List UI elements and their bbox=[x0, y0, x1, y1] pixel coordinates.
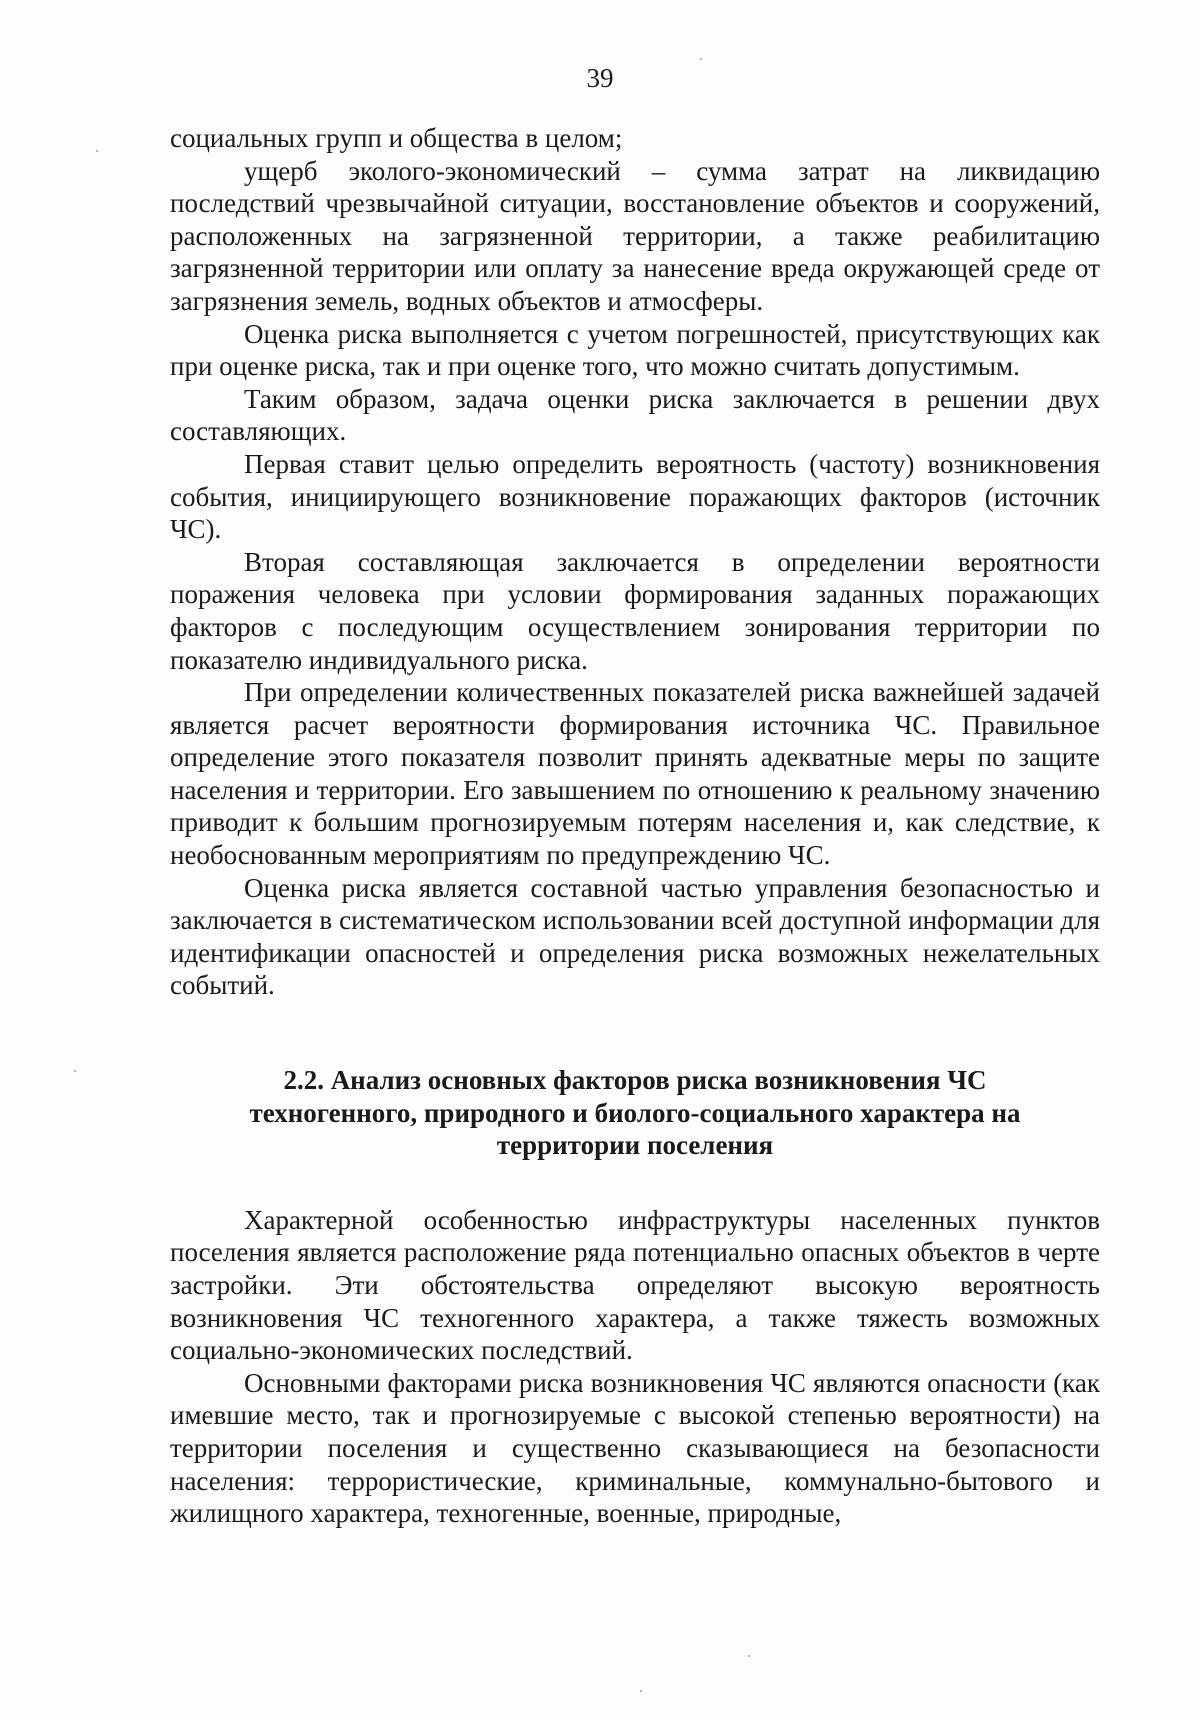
scan-speck bbox=[700, 58, 702, 60]
paragraph: Оценка риска выполняется с учетом погрешностей, присутствующих как при оценке риска, так и при оценке того, что можно считать допустимым. bbox=[170, 318, 1100, 382]
paragraph: социальных групп и общества в целом; bbox=[170, 123, 623, 153]
scan-speck bbox=[748, 1655, 750, 1657]
scan-speck bbox=[640, 1690, 642, 1692]
paragraph: Характерной особенностью инфраструктуры населенных пунктов поселения является расположение ряда потенциально опасных объектов в черте застройки. Эти обстоятельства определяют высокую вероятность возникновения ЧС техногенного характера, а также тяжесть возможных социально-экономических последствий. bbox=[170, 1204, 1100, 1366]
paragraph: Первая ставит целью определить вероятность (частоту) возникновения события, инициирующего возникновение поражающих факторов (источник ЧС). bbox=[170, 448, 1100, 545]
scan-speck bbox=[74, 1070, 76, 1072]
section-heading: 2.2. Анализ основных факторов риска возникновения ЧС техногенного, природного и биолого-социального характера на территории поселения bbox=[249, 1065, 1021, 1161]
paragraph: Основными факторами риска возникновения ЧС являются опасности (как имевшие место, так и прогнозируемые с высокой степенью вероятности) на территории поселения и существенно сказывающиеся на безопасности населения: террористические, криминальные, коммунально-бытового и жилищного характера, техногенные, военные, природные, bbox=[170, 1367, 1100, 1529]
paragraph: Таким образом, задача оценки риска заключается в решении двух составляющих. bbox=[170, 383, 1100, 447]
paragraph: При определении количественных показателей риска важнейшей задачей является расчет вероятности формирования источника ЧС. Правильное определение этого показателя позволит принять адекватные меры по защите населения и территории. Его завышением по отношению к реальному значению приводит к большим прогнозируемым потерям населения и, как следствие, к необоснованным мероприятиям по предупреждению ЧС. bbox=[170, 677, 1100, 871]
page-number: 39 bbox=[586, 63, 614, 93]
paragraph: Вторая составляющая заключается в определении вероятности поражения человека при условии формирования заданных поражающих факторов с последующим осуществлением зонирования территории по показателю индивидуального риска. bbox=[170, 546, 1100, 675]
page-body bbox=[170, 122, 1100, 1530]
paragraph: ущерб эколого-экономический – сумма затрат на ликвидацию последствий чрезвычайной ситуации, восстановление объектов и сооружений, расположенных на загрязненной территории, а также реабилитацию загрязненной территории или оплату за нанесение вреда окружающей среде от загрязнения земель, водных объектов и атмосферы. bbox=[170, 155, 1100, 316]
scan-speck bbox=[96, 150, 98, 152]
paragraph: Оценка риска является составной частью управления безопасностью и заключается в систематическом использовании всей доступной информации для идентификации опасностей и определения риска возможных нежелательных событий. bbox=[170, 872, 1100, 1001]
